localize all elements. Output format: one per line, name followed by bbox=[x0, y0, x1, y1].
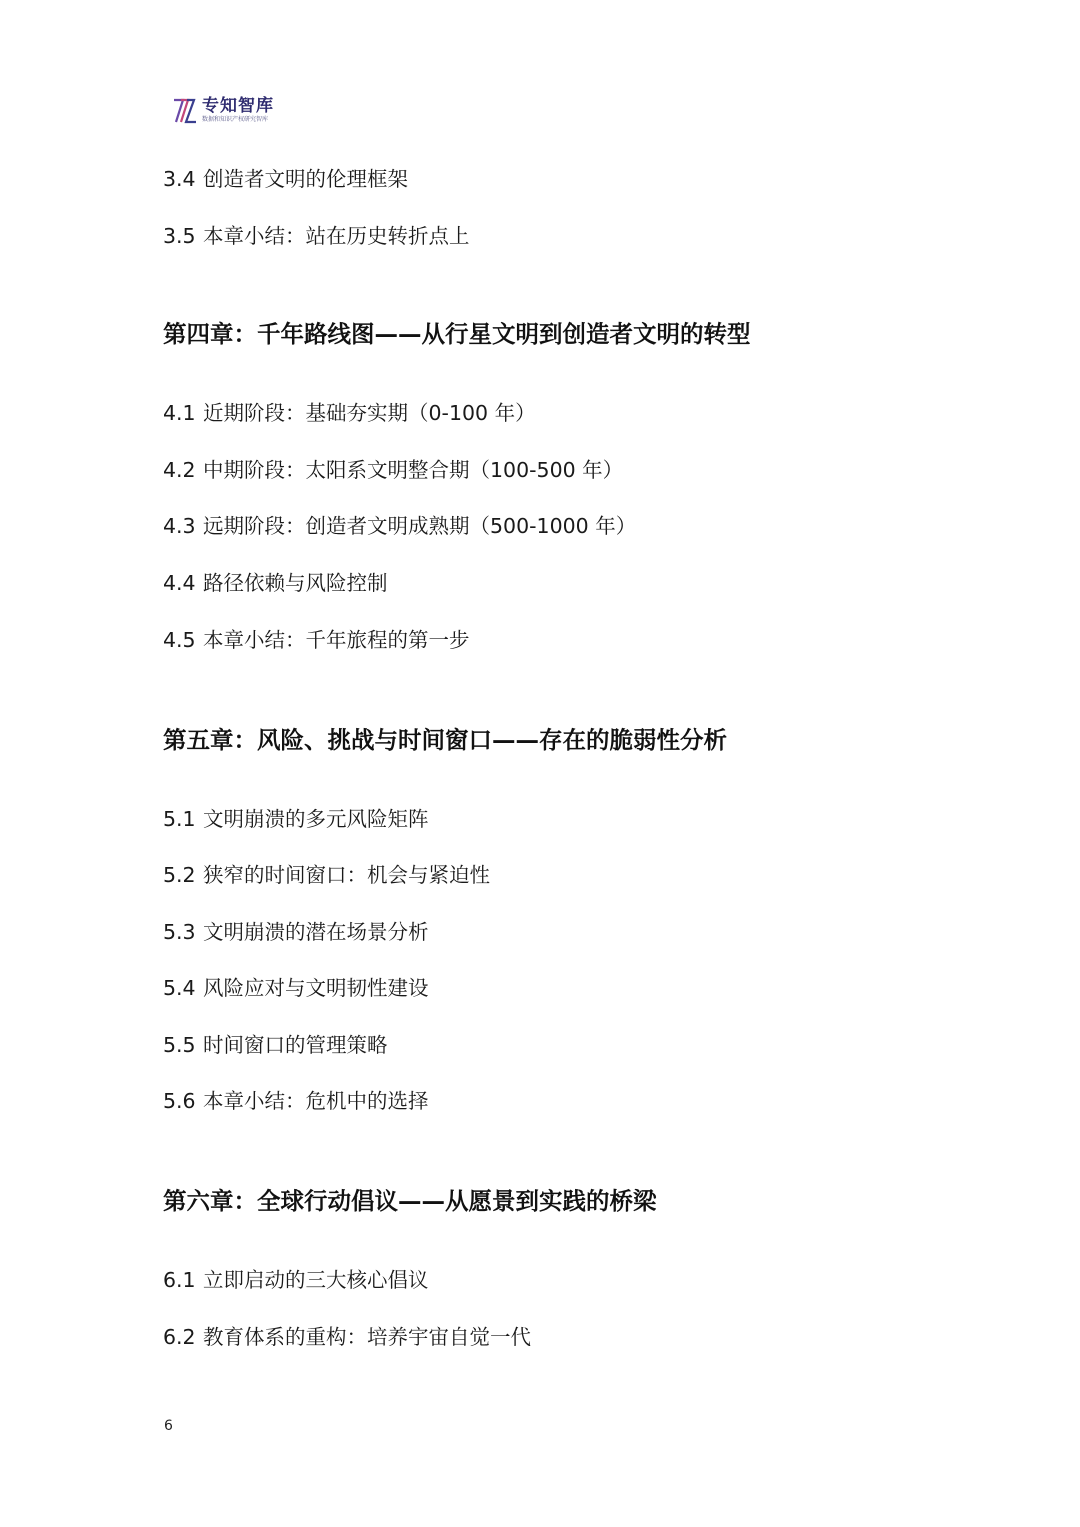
logo-title: 专知智库 bbox=[202, 96, 274, 116]
toc-entry-3-4 bbox=[163, 166, 408, 192]
toc-entry-4-5 bbox=[163, 627, 470, 653]
toc-entry-number: 5.3 bbox=[163, 920, 196, 944]
toc-entry-title: 路径依赖与风险控制 bbox=[203, 571, 388, 595]
logo-mark-icon bbox=[173, 98, 197, 124]
toc-entry-number: 6.1 bbox=[163, 1268, 196, 1292]
chapter-heading-4: 第四章：千年路线图——从行星文明到创造者文明的转型 bbox=[163, 320, 751, 348]
toc-entry-number: 4.2 bbox=[163, 458, 196, 482]
toc-entry-number: 5.6 bbox=[163, 1089, 196, 1113]
toc-entry-title: 创造者文明的伦理框架 bbox=[203, 167, 408, 191]
toc-entry-title: 教育体系的重构：培养宇宙自觉一代 bbox=[203, 1325, 531, 1349]
toc-entry-5-4 bbox=[163, 975, 429, 1001]
toc-entry-number: 4.1 bbox=[163, 401, 196, 425]
toc-entry-title: 本章小结：危机中的选择 bbox=[203, 1089, 429, 1113]
toc-entry-number: 3.5 bbox=[163, 224, 196, 248]
toc-entry-title: 立即启动的三大核心倡议 bbox=[203, 1268, 429, 1292]
toc-entry-title: 中期阶段：太阳系文明整合期（100-500 年） bbox=[203, 458, 624, 482]
toc-entry-5-2 bbox=[163, 862, 490, 888]
page-number: 6 bbox=[164, 1418, 173, 1434]
toc-entry-title: 近期阶段：基础夯实期（0-100 年） bbox=[203, 401, 536, 425]
toc-entry-6-1 bbox=[163, 1267, 429, 1293]
toc-entry-4-3 bbox=[163, 513, 636, 539]
toc-entry-number: 3.4 bbox=[163, 167, 196, 191]
toc-entry-number: 5.4 bbox=[163, 976, 196, 1000]
toc-entry-title: 本章小结：千年旅程的第一步 bbox=[203, 628, 470, 652]
toc-entry-title: 时间窗口的管理策略 bbox=[203, 1033, 388, 1057]
toc-entry-title: 狭窄的时间窗口：机会与紧迫性 bbox=[203, 863, 490, 887]
toc-entry-number: 6.2 bbox=[163, 1325, 196, 1349]
toc-entry-title: 文明崩溃的潜在场景分析 bbox=[203, 920, 429, 944]
toc-entry-title: 本章小结：站在历史转折点上 bbox=[203, 224, 470, 248]
toc-entry-title: 文明崩溃的多元风险矩阵 bbox=[203, 807, 429, 831]
toc-entry-5-5 bbox=[163, 1032, 388, 1058]
toc-entry-4-1 bbox=[163, 400, 536, 426]
toc-entry-4-4 bbox=[163, 570, 388, 596]
toc-entry-title: 远期阶段：创造者文明成熟期（500-1000 年） bbox=[203, 514, 637, 538]
logo bbox=[173, 97, 274, 124]
chapter-heading-5: 第五章：风险、挑战与时间窗口——存在的脆弱性分析 bbox=[163, 726, 727, 754]
toc-entry-3-5 bbox=[163, 223, 470, 249]
toc-entry-6-2 bbox=[163, 1324, 531, 1350]
toc-entry-number: 4.5 bbox=[163, 628, 196, 652]
toc-entry-number: 4.4 bbox=[163, 571, 196, 595]
toc-entry-number: 5.5 bbox=[163, 1033, 196, 1057]
toc-entry-number: 5.2 bbox=[163, 863, 196, 887]
toc-entry-number: 4.3 bbox=[163, 514, 196, 538]
toc-entry-5-1 bbox=[163, 806, 429, 832]
logo-subtitle: 数据和知识产权研究智库 bbox=[202, 116, 269, 123]
toc-entry-title: 风险应对与文明韧性建设 bbox=[203, 976, 429, 1000]
toc-entry-5-3 bbox=[163, 919, 429, 945]
toc-entry-number: 5.1 bbox=[163, 807, 196, 831]
toc-entry-5-6 bbox=[163, 1088, 429, 1114]
chapter-heading-6: 第六章：全球行动倡议——从愿景到实践的桥梁 bbox=[163, 1187, 657, 1215]
toc-entry-4-2 bbox=[163, 457, 623, 483]
